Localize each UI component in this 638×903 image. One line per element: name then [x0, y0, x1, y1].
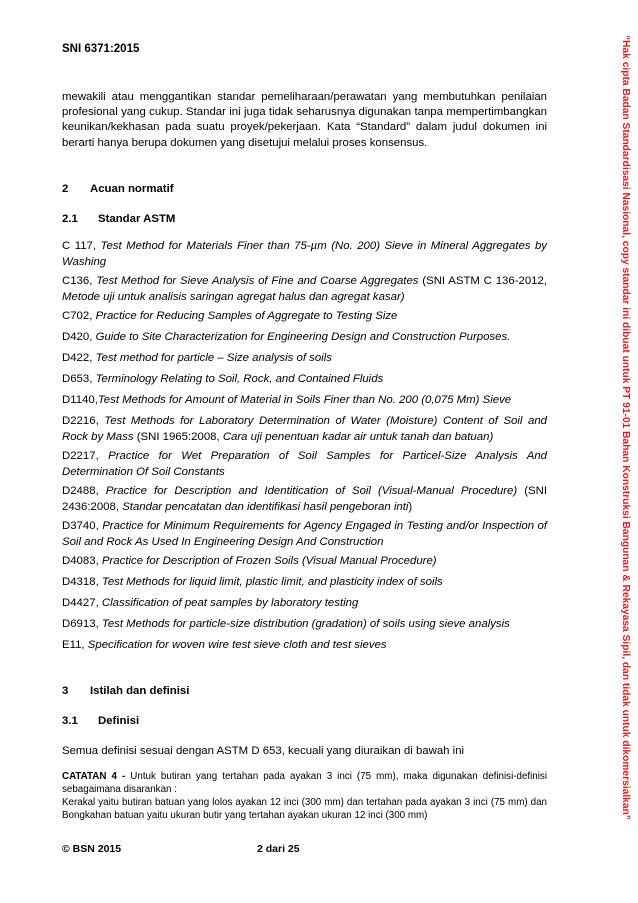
- reference-sni-title: Cara uji penentuan kadar air untuk tanah dan batuan): [222, 430, 494, 443]
- reference-item: [62, 483, 547, 515]
- reference-item: [62, 273, 547, 305]
- section-title: Standar ASTM: [98, 212, 176, 225]
- section-2-1-heading: [62, 211, 547, 227]
- copyright-side-notice: [614, 35, 632, 883]
- reference-list: [62, 238, 547, 653]
- reference-code: E11,: [62, 638, 85, 651]
- reference-code: C 117,: [62, 239, 97, 252]
- reference-title: Terminology Relating to Soil, Rock, and Contained Fluids: [95, 372, 384, 385]
- document-body: [62, 90, 547, 822]
- standard-id: SNI 6371:2015: [62, 43, 140, 55]
- reference-item: [62, 448, 547, 480]
- reference-item: [62, 574, 547, 590]
- reference-item: [62, 371, 547, 387]
- reference-item: [62, 329, 547, 345]
- reference-extra: (SNI ASTM C 136-2012,: [418, 274, 548, 287]
- section-title: Definisi: [98, 714, 140, 727]
- section-number: 2: [62, 182, 69, 195]
- section-3-heading: [62, 683, 547, 699]
- reference-item: [62, 553, 547, 569]
- reference-item: [62, 392, 547, 408]
- reference-title: Test Methods for liquid limit, plastic limit, and plasticity index of soils: [101, 575, 443, 588]
- section-number: 3.1: [62, 714, 78, 727]
- reference-code: D4083,: [62, 554, 99, 567]
- reference-code: D653,: [62, 372, 93, 385]
- note-paragraph: [62, 770, 547, 796]
- reference-code: C702,: [62, 309, 93, 322]
- section-3-1-heading: [62, 713, 547, 729]
- note-text: Untuk butiran yang tertahan pada ayakan 3 inci (75 mm), maka digunakan definisi-definisi sebagaimana disarankan :: [62, 770, 547, 795]
- reference-title: Specification for woven wire test sieve cloth and test sieves: [87, 638, 387, 651]
- reference-code: D6913,: [62, 617, 99, 630]
- reference-title: Practice for Reducing Samples of Aggregate to Testing Size: [95, 309, 398, 322]
- reference-title: Test Methods for Amount of Material in Soils Finer than No. 200 (0,075 Mm) Sieve: [97, 393, 512, 406]
- reference-title: Practice for Description and Identitication of Soil (Visual-Manual Procedure): [105, 484, 518, 497]
- reference-title: Test Methods for Laboratory Determination of Water (Moisture) Content of Soil and Rock by Mass: [62, 414, 547, 443]
- definition-paragraph: Semua definisi sesuai dengan ASTM D 653, kecuali yang diuraikan di bawah ini: [62, 744, 465, 757]
- reference-extra: (SNI 2436:2008,: [62, 484, 548, 513]
- reference-end: ): [408, 500, 413, 513]
- reference-sni-title: Standar pencatatan dan identifikasi hasil pengeboran inti: [122, 500, 409, 513]
- reference-code: D2217,: [62, 449, 99, 462]
- reference-item: [62, 616, 547, 632]
- reference-code: D422,: [62, 351, 93, 364]
- section-number: 2.1: [62, 212, 78, 225]
- section-title: Istilah dan definisi: [90, 684, 190, 697]
- reference-code: D4318,: [62, 575, 99, 588]
- reference-code: D2216,: [62, 414, 99, 427]
- reference-code: D2488,: [62, 484, 99, 497]
- note-label: CATATAN 4 -: [62, 770, 126, 782]
- reference-title: Practice for Description of Frozen Soils (Visual Manual Procedure): [101, 554, 437, 567]
- section-title: Acuan normatif: [90, 182, 174, 195]
- reference-item: [62, 595, 547, 611]
- section-number: 3: [62, 684, 69, 697]
- reference-title: Practice for Wet Preparation of Soil Samples for Particel-Size Analysis And Determination Of Soil Constants: [62, 449, 547, 478]
- reference-code: D1140,: [62, 393, 98, 406]
- reference-title: Test Method for Materials Finer than 75-µm (No. 200) Sieve in Mineral Aggregates by Washing: [62, 239, 547, 268]
- reference-item: [62, 637, 547, 653]
- reference-title: Classification of peat samples by laboratory testing: [101, 596, 359, 609]
- reference-item: [62, 413, 547, 445]
- reference-item: [62, 350, 547, 366]
- reference-title: Test method for particle – Size analysis of soils: [95, 351, 332, 364]
- reference-extra: (SNI 1965:2008,: [133, 430, 223, 443]
- reference-item: [62, 238, 547, 270]
- reference-code: D3740,: [62, 519, 99, 532]
- reference-item: [62, 308, 547, 324]
- reference-sni-title: Metode uji untuk analisis saringan agregat halus dan agregat kasar): [62, 290, 405, 303]
- section-2-heading: [62, 181, 547, 197]
- reference-title: Guide to Site Characterization for Engineering Design and Construction Purposes.: [95, 330, 511, 343]
- reference-item: [62, 518, 547, 550]
- reference-code: D420,: [62, 330, 93, 343]
- reference-title: Test Methods for particle-size distribution (gradation) of soils using sieve analysis: [101, 617, 510, 630]
- reference-code: D4427,: [62, 596, 99, 609]
- footer-page-number: 2 dari 25: [257, 843, 300, 855]
- note-paragraph-2: Kerakal yaitu butiran batuan yang lolos ayakan 12 inci (300 mm) dan tertahan pada ayakan 3 inci (75 mm) dan Bongkahan batuan yaitu ukuran butir yang tertahan ayakan ukuran 12 inci (300 mm): [62, 796, 547, 821]
- side-notice-text: “Hak cipta Badan Standardisasi Nasional, copy standar ini dibuat untuk PT 91-01 Bahan Konstruksi Bangunan & Rekayasa Sipil, dan tidak untuk dikomersialkan”: [620, 35, 631, 820]
- reference-title: Practice for Minimum Requirements for Agency Engaged in Testing and/or Inspection of Soil and Rock As Used In Engineering Design And Construction: [62, 519, 547, 548]
- reference-title: Test Method for Sieve Analysis of Fine and Coarse Aggregates: [96, 274, 419, 287]
- intro-paragraph: mewakili atau menggantikan standar pemeliharaan/perawatan yang membutuhkan penilaian profesional yang cukup. Standar ini juga tidak seharusnya digunakan tanpa mempertimbangkan keunikan/kekhasan pada suatu proyek/pekerjaan. Kata “Standard” dalam judul dokumen ini berarti hanya berupa dokumen yang disetujui melalui proses konsensus.: [62, 91, 547, 149]
- footer-copyright: © BSN 2015: [62, 843, 122, 855]
- reference-code: C136,: [62, 274, 93, 287]
